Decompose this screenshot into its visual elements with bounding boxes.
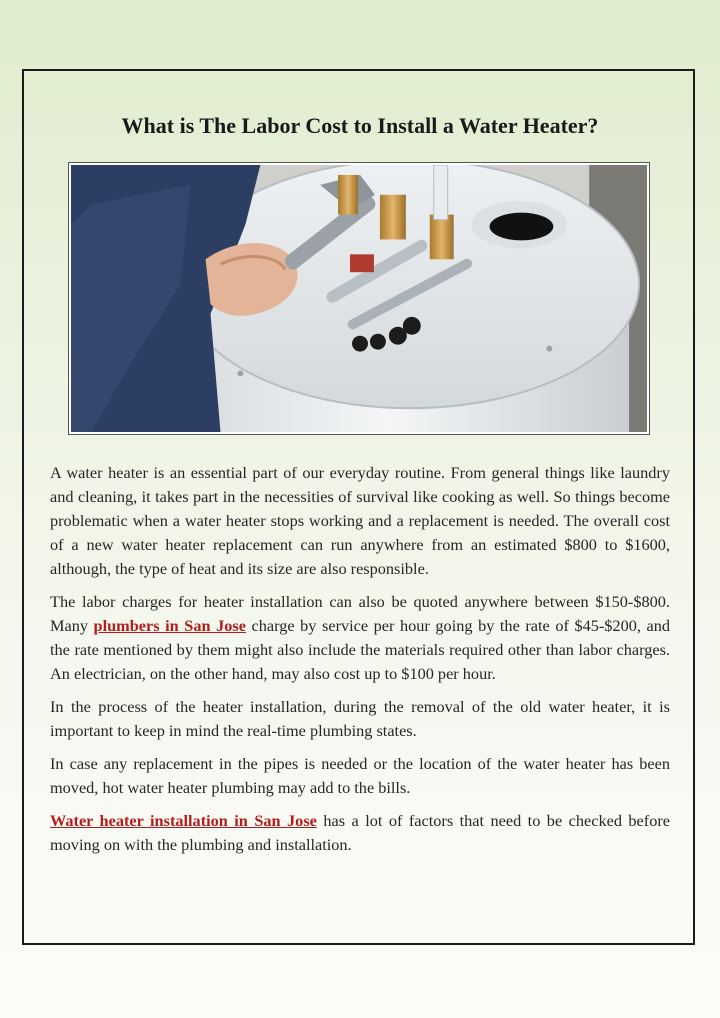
paragraph-intro: A water heater is an essential part of our everyday routine. From general things like laundry and cleaning, it takes part in the necessities of survival like cooking as well. So things become problematic when a water heater stops working and a replacement is needed. The overall cost of a new water heater replacement can run anywhere from an estimated $800 to $1600, although, the type of heat and its size are also responsible.	[50, 463, 670, 578]
water-heater-installation-link[interactable]: Water heater installation in San Jose	[50, 811, 317, 830]
paragraph-pipes: In case any replacement in the pipes is needed or the location of the water heater has been moved, hot water heater plumbing may add to the bills.	[50, 754, 670, 797]
plumbers-in-san-jose-link[interactable]: plumbers in San Jose	[93, 616, 246, 635]
page-title: What is The Labor Cost to Install a Water Heater?	[121, 113, 599, 138]
article-body	[50, 461, 670, 866]
water-heater-photo	[68, 162, 650, 435]
paragraph-removal: In the process of the heater installation, during the removal of the old water heater, it is important to keep in mind the real-time plumbing states.	[50, 697, 670, 740]
paragraph-text: charge by service per hour going by the rate of $45-$200, and the rate mentioned by them might also include the materials required other than labor charges. An electrician, on the other hand, may also cost up to $100 per hour.	[50, 616, 670, 683]
paragraph-labor-charges	[50, 590, 670, 686]
paragraph-text: The labor charges for heater installation can also be quoted anywhere between $150-$800. Many	[50, 592, 670, 635]
paragraph-installation	[50, 809, 670, 857]
paragraph-text: has a lot of factors that need to be checked before moving on with the plumbing and installation.	[50, 811, 670, 854]
